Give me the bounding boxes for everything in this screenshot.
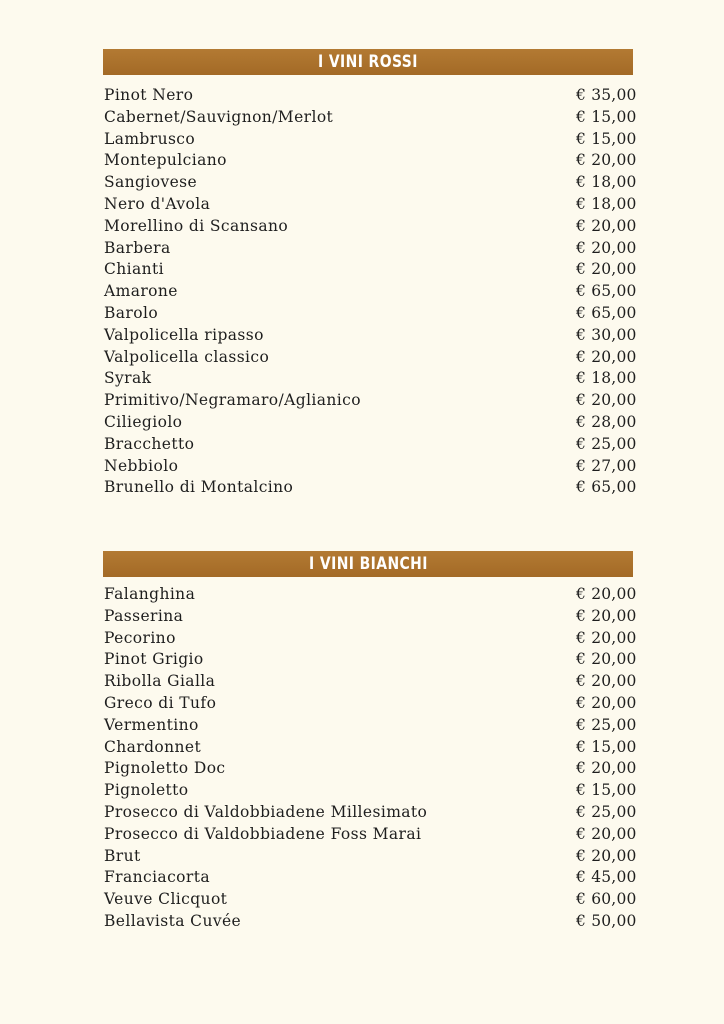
wine-row (104, 325, 637, 347)
wine-price: € 28,00 (576, 412, 637, 431)
wine-name: Ciliegiolo (104, 412, 183, 431)
wine-row (104, 628, 637, 650)
white-wines-title: I VINI BIANCHI (308, 553, 428, 574)
white-wines-list (104, 584, 637, 933)
wine-row (104, 259, 637, 281)
wine-price: € 65,00 (576, 478, 637, 497)
wine-name: Brunello di Montalcino (104, 478, 294, 497)
wine-row (104, 368, 637, 390)
wine-price: € 18,00 (576, 173, 637, 192)
wine-name: Prosecco di Valdobbiadene Foss Marai (104, 824, 422, 843)
wine-row (104, 281, 637, 303)
wine-name: Bracchetto (104, 434, 195, 453)
wine-name: Pignoletto Doc (104, 759, 226, 778)
wine-price: € 50,00 (576, 911, 637, 930)
wine-name: Nebbiolo (104, 456, 179, 475)
wine-price: € 20,00 (576, 606, 637, 625)
wine-name: Falanghina (104, 585, 196, 603)
wine-row (104, 758, 637, 780)
wine-row (104, 434, 637, 456)
wine-row (104, 129, 637, 151)
wine-price: € 20,00 (576, 824, 637, 843)
wine-name: Bellavista Cuvée (104, 911, 242, 930)
wine-name: Ribolla Gialla (104, 672, 216, 691)
wine-price: € 15,00 (576, 737, 637, 756)
wine-row (104, 107, 637, 129)
wine-row (104, 671, 637, 693)
wine-name: Veuve Clicquot (104, 890, 228, 909)
wine-row (104, 737, 637, 759)
wine-price: € 27,00 (576, 456, 637, 475)
wine-row (104, 889, 637, 911)
wine-name: Valpolicella classico (104, 347, 270, 366)
wine-row (104, 390, 637, 412)
wine-name: Pinot Nero (104, 86, 194, 104)
wine-row (104, 606, 637, 628)
wine-name: Chardonnet (104, 737, 202, 756)
wine-row (104, 85, 637, 107)
wine-row (104, 238, 637, 260)
wine-price: € 20,00 (576, 238, 637, 257)
wine-price: € 20,00 (576, 391, 637, 410)
wine-name: Syrak (104, 369, 152, 388)
wine-name: Franciacorta (104, 868, 210, 887)
red-wines-title: I VINI ROSSI (318, 51, 418, 72)
wine-name: Nero d'Avola (104, 194, 211, 213)
wine-price: € 20,00 (576, 650, 637, 669)
wine-price: € 65,00 (576, 303, 637, 322)
wine-price: € 20,00 (576, 846, 637, 865)
wine-name: Passerina (104, 606, 184, 625)
wine-name: Brut (104, 846, 141, 865)
wine-row (104, 456, 637, 478)
wine-row (104, 347, 637, 369)
white-wines-header-bar (103, 551, 633, 577)
wine-price: € 25,00 (576, 802, 637, 821)
wine-price: € 15,00 (576, 781, 637, 800)
wine-row (104, 911, 637, 933)
wine-price: € 20,00 (576, 347, 637, 366)
wine-name: Greco di Tufo (104, 693, 217, 712)
wine-row (104, 867, 637, 889)
wine-name: Barolo (104, 303, 159, 322)
wine-price: € 45,00 (576, 868, 637, 887)
wine-price: € 18,00 (576, 194, 637, 213)
wine-price: € 20,00 (576, 693, 637, 712)
wine-price: € 18,00 (576, 369, 637, 388)
wine-price: € 65,00 (576, 282, 637, 301)
wine-name: Prosecco di Valdobbiadene Millesimato (104, 802, 428, 821)
red-wines-list (104, 85, 637, 499)
wine-row (104, 780, 637, 802)
wine-name: Primitivo/Negramaro/Aglianico (104, 391, 361, 410)
wine-row (104, 172, 637, 194)
wine-name: Cabernet/Sauvignon/Merlot (104, 107, 334, 126)
wine-name: Chianti (104, 260, 165, 279)
wine-price: € 25,00 (576, 715, 637, 734)
red-wines-header-bar (103, 49, 633, 75)
wine-row (104, 412, 637, 434)
wine-name: Lambrusco (104, 129, 196, 148)
wine-row (104, 477, 637, 499)
wine-price: € 20,00 (576, 216, 637, 235)
wine-price: € 25,00 (576, 434, 637, 453)
wine-row (104, 216, 637, 238)
wine-price: € 20,00 (576, 759, 637, 778)
wine-row (104, 194, 637, 216)
wine-row (104, 584, 637, 606)
wine-row (104, 824, 637, 846)
wine-row (104, 150, 637, 172)
wine-price: € 60,00 (576, 890, 637, 909)
wine-price: € 20,00 (576, 672, 637, 691)
wine-name: Pinot Grigio (104, 650, 204, 669)
wine-name: Montepulciano (104, 151, 227, 170)
wine-row (104, 649, 637, 671)
wine-price: € 20,00 (576, 260, 637, 279)
wine-name: Vermentino (104, 715, 199, 734)
wine-price: € 20,00 (576, 585, 637, 603)
wine-name: Sangiovese (104, 173, 198, 192)
wine-name: Valpolicella ripasso (104, 325, 264, 344)
wine-price: € 30,00 (576, 325, 637, 344)
wine-row (104, 303, 637, 325)
wine-row (104, 715, 637, 737)
wine-row (104, 846, 637, 868)
wine-name: Amarone (104, 282, 178, 301)
wine-row (104, 693, 637, 715)
wine-name: Barbera (104, 238, 171, 257)
wine-name: Pecorino (104, 628, 176, 647)
wine-price: € 15,00 (576, 107, 637, 126)
wine-row (104, 802, 637, 824)
wine-name: Pignoletto (104, 781, 189, 800)
wine-name: Morellino di Scansano (104, 216, 289, 235)
wine-price: € 35,00 (576, 86, 637, 104)
wine-price: € 20,00 (576, 151, 637, 170)
wine-price: € 15,00 (576, 129, 637, 148)
wine-price: € 20,00 (576, 628, 637, 647)
